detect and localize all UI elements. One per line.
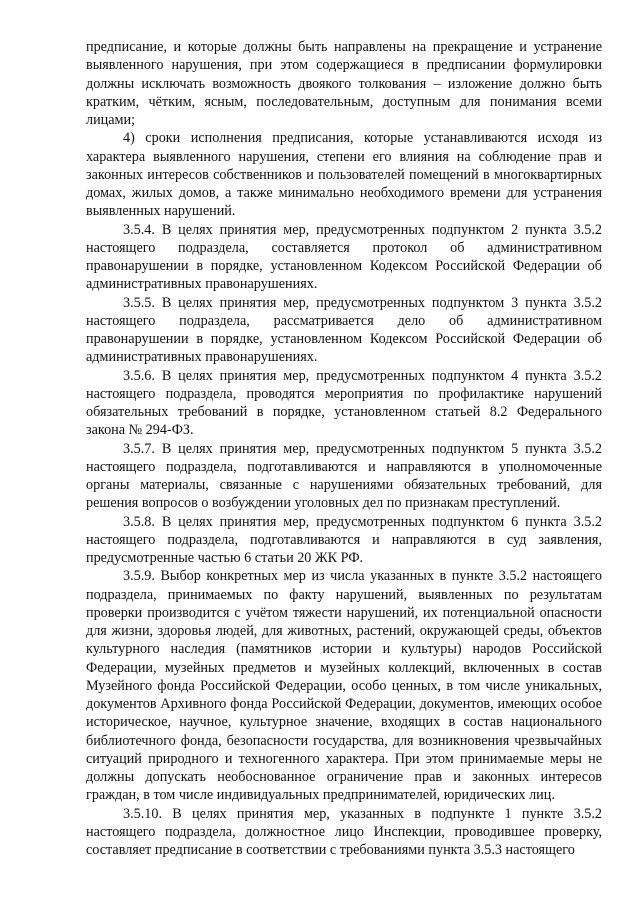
paragraph-3-5-7: 3.5.7. В целях принятия мер, предусмотренных подпунктом 5 пункта 3.5.2 настоящего подраздела, подготавливаются и направляются в уполномоченные органы материалы, связанные с нарушениями обязательных требований, для решения вопросов о возбуждении уголовных дел по признакам преступлений. xyxy=(86,440,602,512)
paragraph-3-5-9: 3.5.9. Выбор конкретных мер из числа указанных в пункте 3.5.2 настоящего подраздела, принимаемых по факту нарушений, выявленных по результатам проверки производится с учётом тяжести нарушений, их потенциальной опасности для жизни, здоровья людей, для животных, растений, окружающей среды, объектов культурного наследия (памятников истории и культуры) народов Российской Федерации, музейных предметов и музейных коллекций, включенных в состав Музейного фонда Российской Федерации, особо ценных, в том числе уникальных, документов Архивного фонда Российской Федерации, документов, имеющих особое историческое, научное, культурное значение, входящих в состав национального библиотечного фонда, безопасности государства, для возникновения чрезвычайных ситуаций природного и техногенного характера. При этом принимаемые меры не должны допускать необоснованное ограничение прав и законных интересов граждан, в том числе индивидуальных предпринимателей, юридических лиц. xyxy=(86,568,602,804)
paragraph-3-5-10: 3.5.10. В целях принятия мер, указанных в подпункте 1 пункте 3.5.2 настоящего подраздела, должностное лицо Инспекции, проводившее проверку, составляет предписание в соответствии с требованиями пункта 3.5.3 настоящего xyxy=(86,805,602,858)
paragraph-3-5-6: 3.5.6. В целях принятия мер, предусмотренных подпунктом 4 пункта 3.5.2 настоящего подраздела, проводятся мероприятия по профилактике нарушений обязательных требований в порядке, установленном статьей 8.2 Федерального закона № 294-ФЗ. xyxy=(86,367,602,439)
paragraph-3-5-8: 3.5.8. В целях принятия мер, предусмотренных подпунктом 6 пункта 3.5.2 настоящего подраздела, подготавливаются и направляются в суд заявления, предусмотренные частью 6 статьи 20 ЖК РФ. xyxy=(86,513,602,566)
paragraph-item-4: 4) сроки исполнения предписания, которые устанавливаются исходя из характера выявленного нарушения, степени его влияния на соблюдение прав и законных интересов собственников и пользователей помещений в многоквартирных домах, жилых домов, а также минимально необходимого времени для устранения выявленных нарушений. xyxy=(86,130,602,220)
document-page xyxy=(86,38,602,859)
paragraph-3-5-4: 3.5.4. В целях принятия мер, предусмотренных подпунктом 2 пункта 3.5.2 настоящего подраздела, составляется протокол об административном правонарушении в порядке, установленном Кодексом Российской Федерации об административных правонарушениях. xyxy=(86,221,602,293)
paragraph-3-5-5: 3.5.5. В целях принятия мер, предусмотренных подпунктом 3 пункта 3.5.2 настоящего подраздела, рассматривается дело об административном правонарушении в порядке, установленном Кодексом Российской Федерации об административных правонарушениях. xyxy=(86,294,602,366)
paragraph-continuation: предписание, и которые должны быть направлены на прекращение и устранение выявленного нарушения, при этом содержащиеся в предписании формулировки должны исключать возможность двоякого толкования – изложение должно быть кратким, чётким, ясным, последовательным, доступным для понимания всеми лицами; xyxy=(86,39,602,128)
